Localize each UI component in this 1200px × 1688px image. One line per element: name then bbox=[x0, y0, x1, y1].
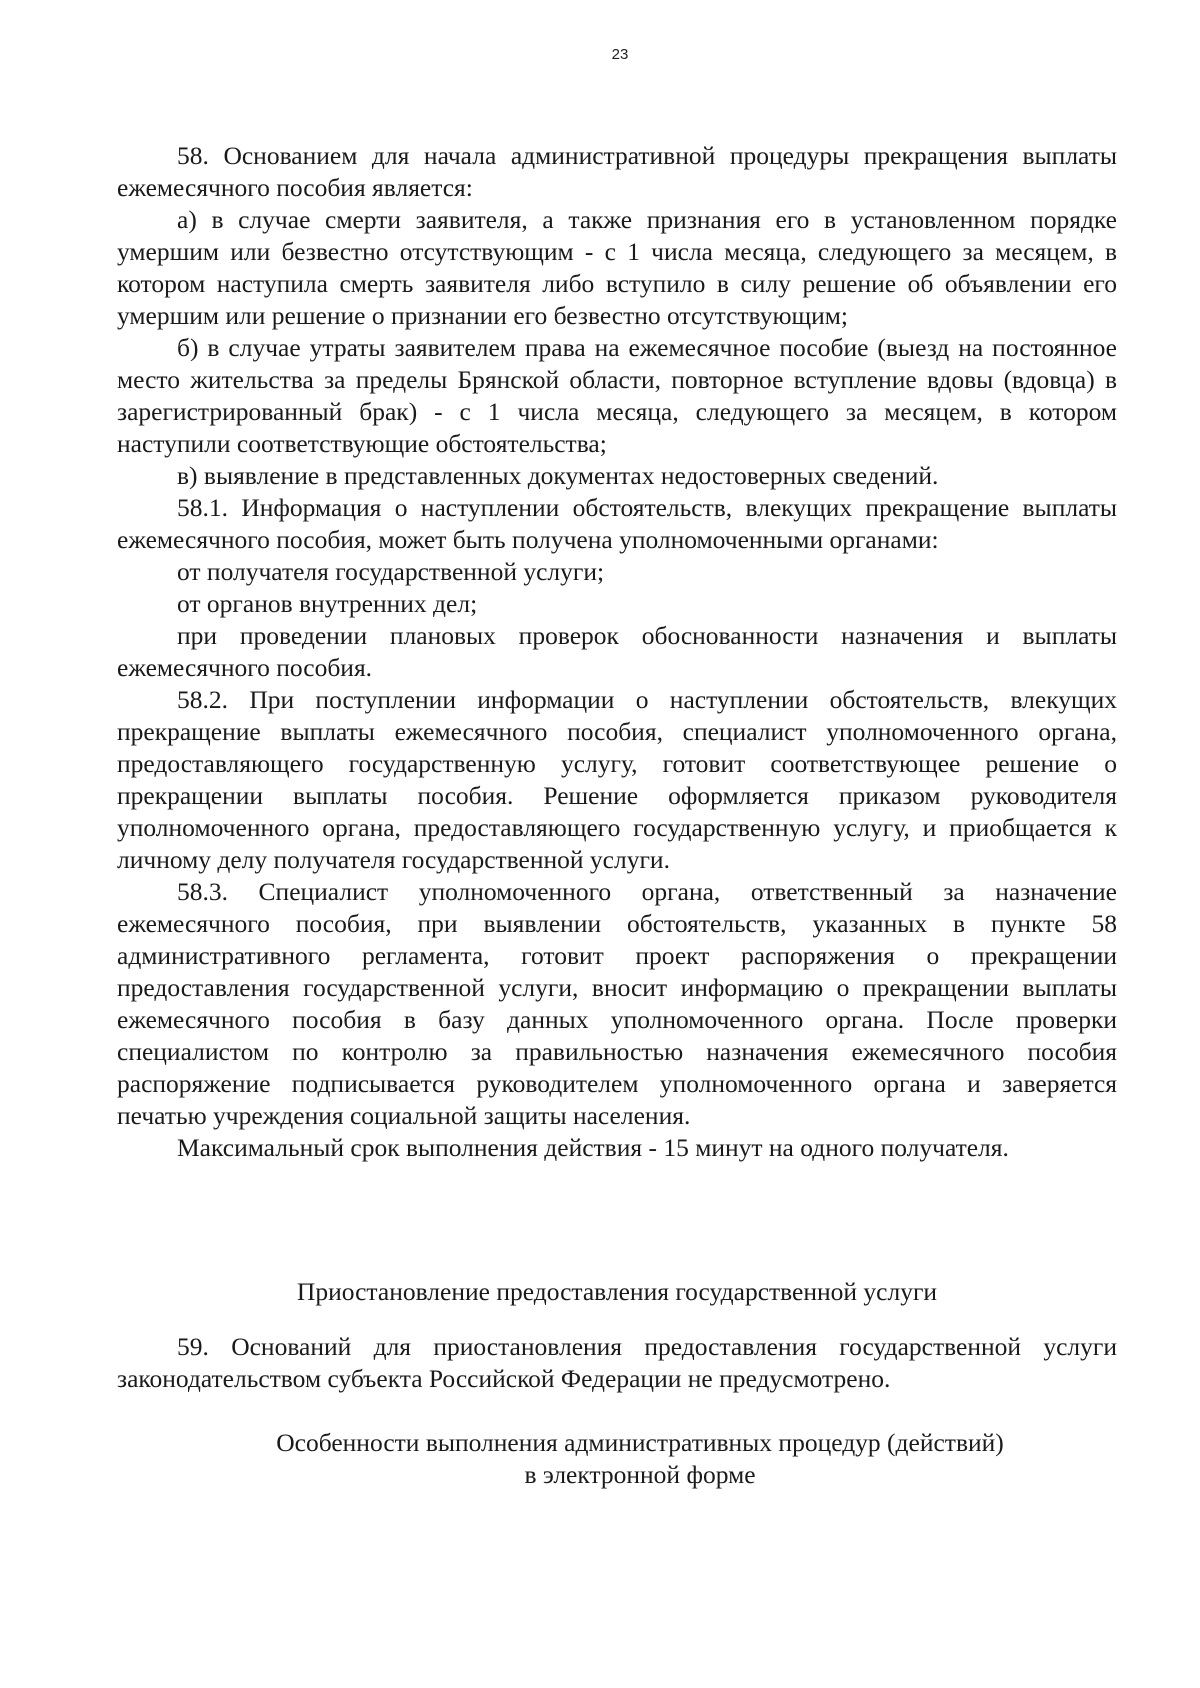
paragraph-58-v: в) выявление в представленных документах недостоверных сведений. bbox=[177, 461, 939, 490]
paragraph-58: 58. Основанием для начала административной процедуры прекращения выплаты ежемесячного пособия является: bbox=[117, 141, 1117, 202]
paragraph-58-2: 58.2. При поступлении информации о наступлении обстоятельств, влекущих прекращение выплаты ежемесячного пособия, специалист уполномоченного органа, предоставляющего государственную услугу, готовит соответствующее решение о прекращении выплаты пособия. Решение оформляется приказом руководителя уполномоченного органа, предоставляющего государственную услугу, и приобщается к личному делу получателя государственной услуги. bbox=[117, 685, 1117, 874]
heading-line-1: Особенности выполнения административных процедур (действий) bbox=[276, 1428, 1004, 1457]
section-59-body bbox=[117, 1331, 1117, 1395]
paragraph-58-1: 58.1. Информация о наступлении обстоятельств, влекущих прекращение выплаты ежемесячного пособия, может быть получена уполномоченными органами: bbox=[117, 493, 1117, 554]
paragraph-58-1-item: от органов внутренних дел; bbox=[177, 589, 478, 618]
paragraph-58-b: б) в случае утраты заявителем права на ежемесячное пособие (выезд на постоянное место жительства за пределы Брянской области, повторное вступление вдовы (вдовца) в зарегистрированный брак) - с 1 числа месяца, следующего за месяцем, в котором наступили соответствующие обстоятельства; bbox=[117, 333, 1117, 458]
paragraph-58-3: 58.3. Специалист уполномоченного органа, ответственный за назначение ежемесячного пособия, при выявлении обстоятельств, указанных в пункте 58 административного регламента, готовит проект распоряжения о прекращении предоставления государственной услуги, вносит информацию о прекращении выплаты ежемесячного пособия в базу данных уполномоченного органа. После проверки специалистом по контролю за правильностью назначения ежемесячного пособия распоряжение подписывается руководителем уполномоченного органа и заверяется печатью учреждения социальной защиты населения. bbox=[117, 877, 1117, 1130]
document-body bbox=[117, 140, 1117, 1164]
paragraph-58-a: а) в случае смерти заявителя, а также признания его в установленном порядке умершим или безвестно отсутствующим - с 1 числа месяца, следующего за месяцем, в котором наступила смерть заявителя либо вступило в силу решение об объявлении его умершим или решение о признании его безвестно отсутствующим; bbox=[117, 205, 1117, 330]
paragraph-58-1-item: от получателя государственной услуги; bbox=[177, 557, 605, 586]
heading-line-2: в электронной форме bbox=[524, 1460, 756, 1489]
section-heading-electronic bbox=[210, 1427, 1070, 1491]
section-heading-suspension: Приостановление предоставления государственной услуги bbox=[296, 1277, 938, 1306]
paragraph-58-1-item: при проведении плановых проверок обоснованности назначения и выплаты ежемесячного пособия. bbox=[117, 621, 1117, 682]
paragraph-59: 59. Оснований для приостановления предоставления государственной услуги законодательством субъекта Российской Федерации не предусмотрено. bbox=[117, 1332, 1117, 1393]
page-number: 23 bbox=[611, 46, 629, 63]
paragraph-max-time: Максимальный срок выполнения действия - 15 минут на одного получателя. bbox=[177, 1133, 1009, 1162]
